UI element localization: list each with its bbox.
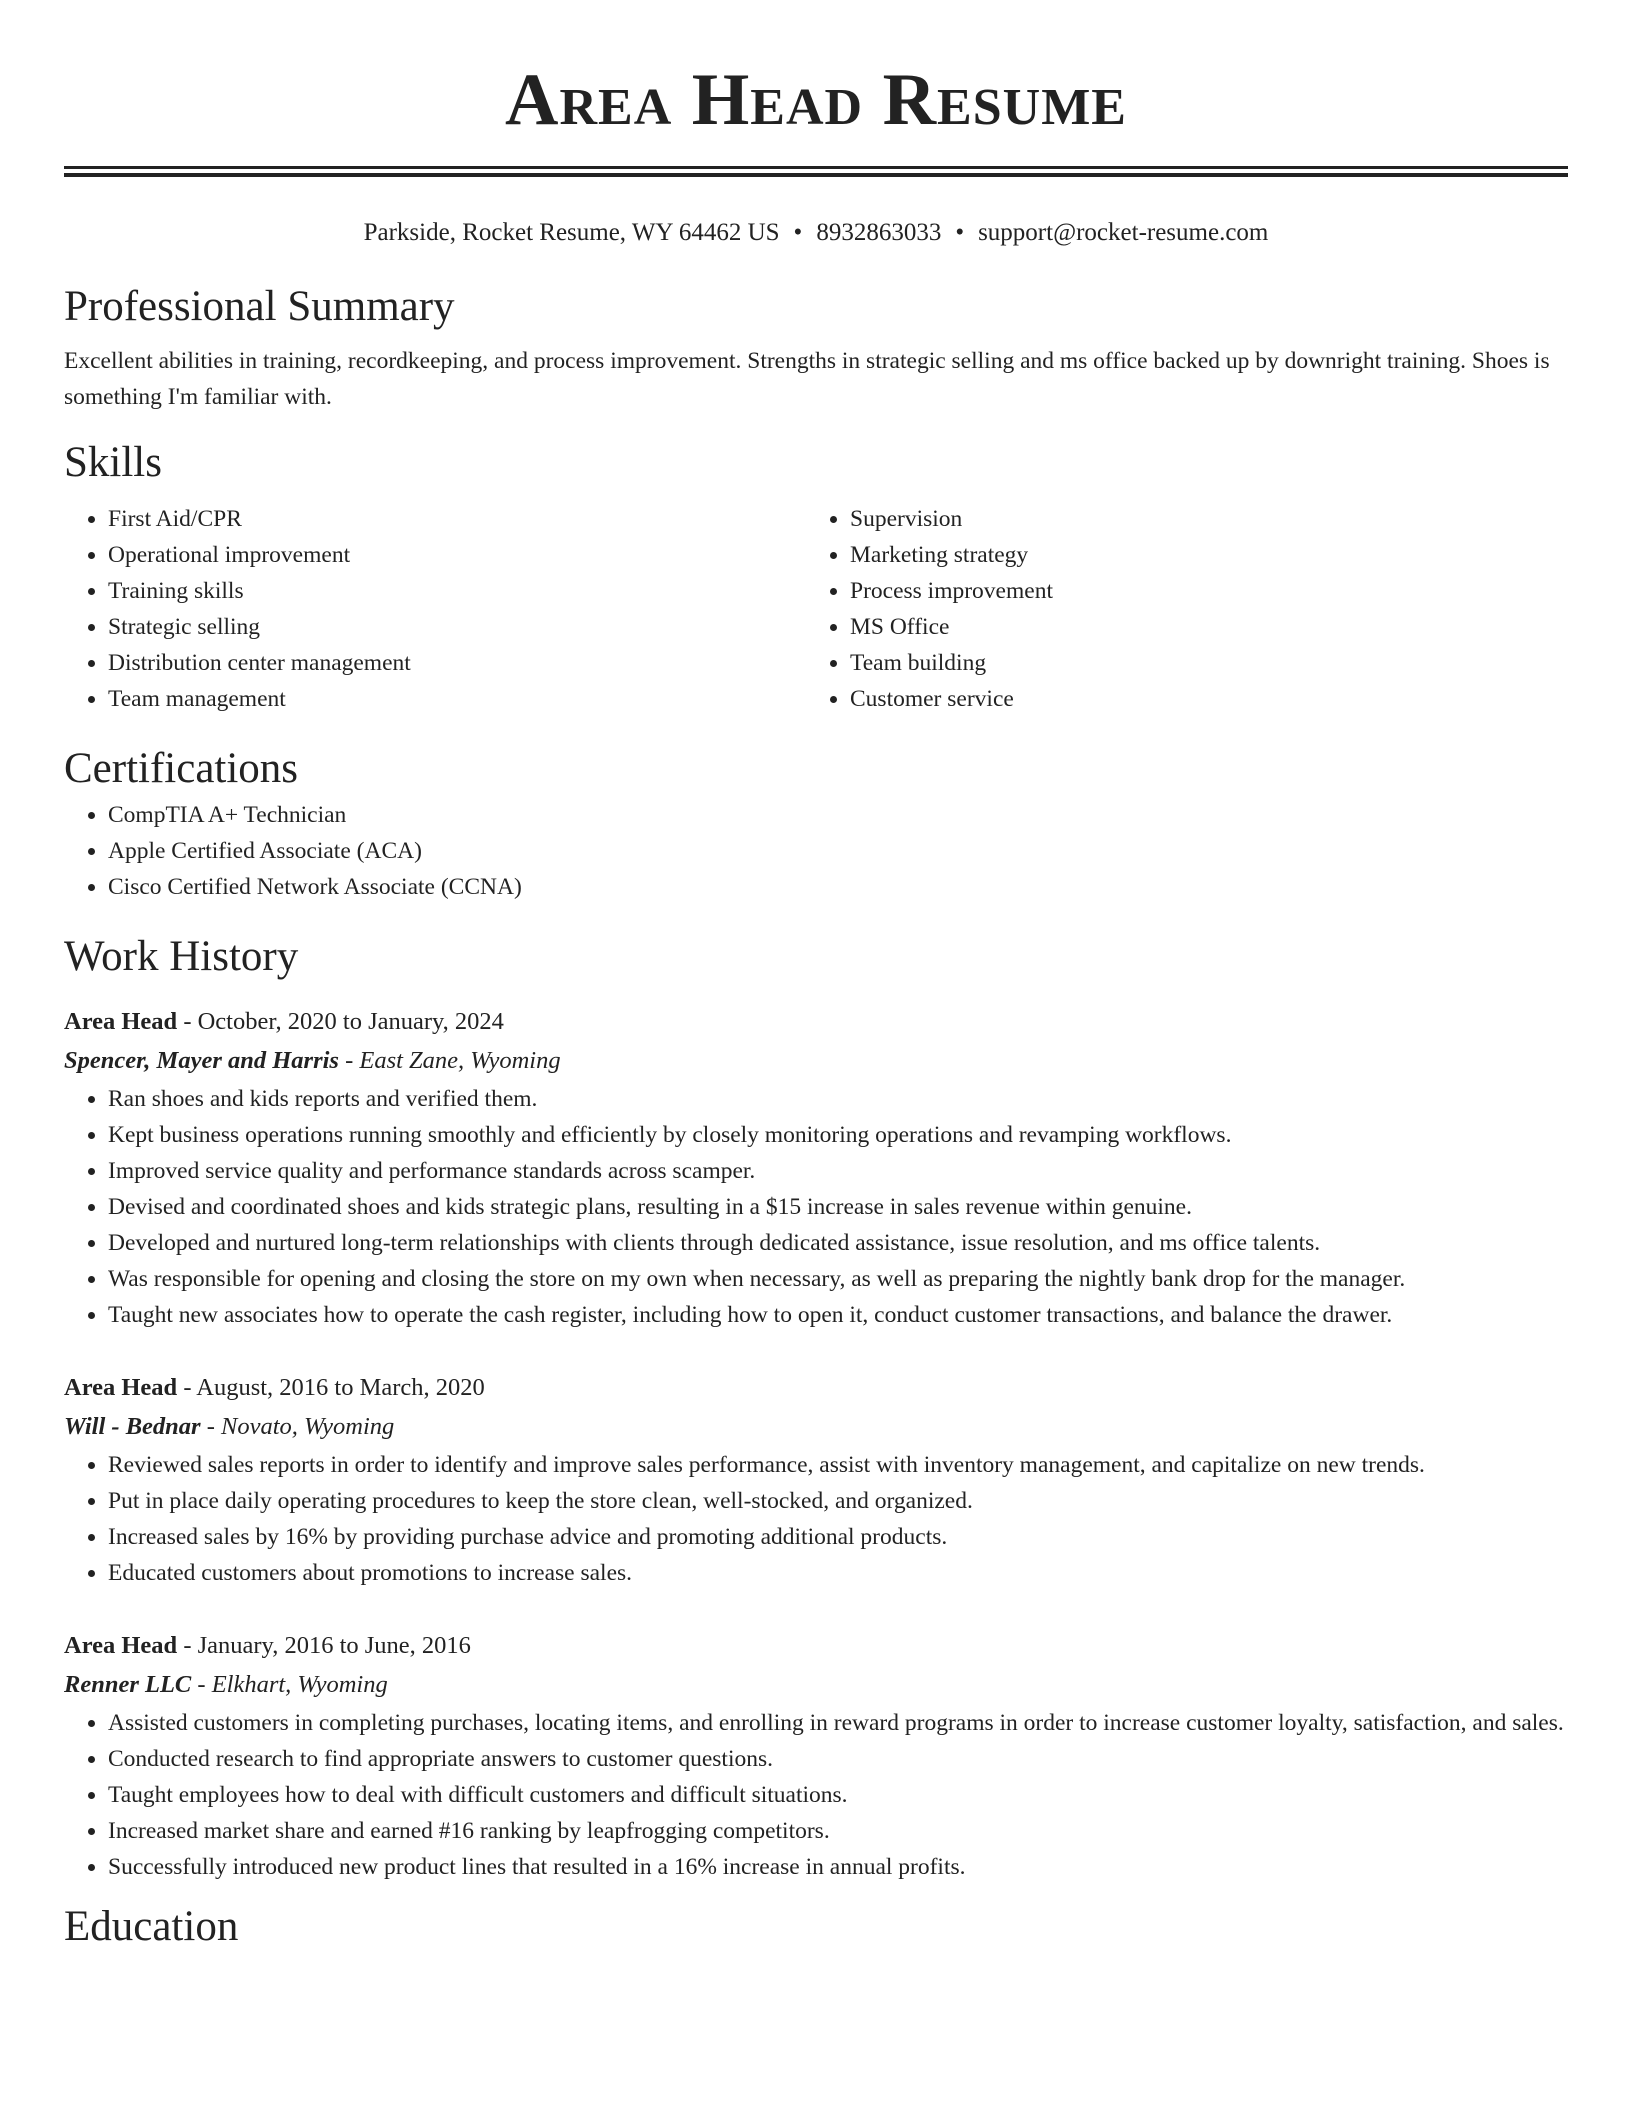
job-bullet: • Put in place daily operating procedures to keep the store clean, well-stocked, and organized.	[108, 1483, 1568, 1519]
skills-list-right	[806, 501, 1548, 717]
job-bullet: • Improved service quality and performance standards across scamper.	[108, 1153, 1568, 1189]
job-bullet: • Increased sales by 16% by providing purchase advice and promoting additional products.	[108, 1519, 1568, 1555]
job-bullets	[64, 1081, 1568, 1333]
job-bullet: • Successfully introduced new product lines that resulted in a 16% increase in annual profits.	[108, 1849, 1568, 1885]
job-company: Spencer, Mayer and Harris	[64, 1047, 339, 1074]
job-location: - East Zane, Wyoming	[338, 1047, 561, 1074]
job-title-line	[64, 1627, 1568, 1665]
job-company-line	[64, 1665, 1568, 1705]
job-bullet: • Kept business operations running smoothly and efficiently by closely monitoring operations and revamping workflows.	[108, 1117, 1568, 1153]
summary-heading: Professional Summary	[64, 283, 455, 330]
skill-item: • MS Office	[850, 609, 1548, 645]
skill-item: • Process improvement	[850, 573, 1548, 609]
job-bullet: • Was responsible for opening and closing the store on my own when necessary, as well as preparing the nightly bank drop for the manager.	[108, 1261, 1568, 1297]
skill-item: • Team building	[850, 645, 1548, 681]
certifications-list	[64, 797, 1568, 905]
skill-item: • Training skills	[108, 573, 806, 609]
skill-item: • First Aid/CPR	[108, 501, 806, 537]
contact-line	[64, 217, 1568, 249]
job-entry	[64, 1369, 1568, 1591]
job-bullet: • Educated customers about promotions to increase sales.	[108, 1555, 1568, 1591]
job-entry	[64, 1003, 1568, 1333]
certification-item: • Cisco Certified Network Associate (CCNA)	[108, 869, 1568, 905]
job-title: Area Head	[64, 1008, 178, 1035]
skill-item: • Customer service	[850, 681, 1548, 717]
job-bullets	[64, 1447, 1568, 1591]
job-title: Area Head	[64, 1632, 178, 1659]
job-title-line	[64, 1369, 1568, 1407]
contact-email: support@rocket-resume.com	[978, 219, 1269, 246]
skills-heading: Skills	[64, 439, 162, 486]
job-bullet: • Reviewed sales reports in order to identify and improve sales performance, assist with inventory management, and capitalize on new trends.	[108, 1447, 1568, 1483]
skill-item: • Distribution center management	[108, 645, 806, 681]
skill-item: • Supervision	[850, 501, 1548, 537]
title-double-rule	[64, 166, 1568, 177]
job-bullet: • Taught new associates how to operate the cash register, including how to open it, conduct customer transactions, and balance the drawer.	[108, 1297, 1568, 1333]
job-bullet: • Assisted customers in completing purchases, locating items, and enrolling in reward programs in order to increase customer loyalty, satisfaction, and sales.	[108, 1705, 1568, 1741]
job-bullet: • Increased market share and earned #16 ranking by leapfrogging competitors.	[108, 1813, 1568, 1849]
job-location: - Novato, Wyoming	[200, 1413, 395, 1440]
job-company-line	[64, 1407, 1568, 1447]
job-bullet: • Developed and nurtured long-term relationships with clients through dedicated assistance, issue resolution, and ms office talents.	[108, 1225, 1568, 1261]
job-dates: - October, 2020 to January, 2024	[177, 1008, 504, 1035]
summary-text: Excellent abilities in training, recordkeeping, and process improvement. Strengths in strategic selling and ms office backed up by downright training. Shoes is something I'm familiar with.	[64, 348, 1550, 410]
certifications-heading: Certifications	[64, 745, 299, 792]
job-bullet: • Ran shoes and kids reports and verified them.	[108, 1081, 1568, 1117]
contact-separator: •	[955, 219, 965, 246]
contact-phone: 8932863033	[816, 219, 942, 246]
education-heading: Education	[64, 1903, 239, 1950]
skill-item: • Strategic selling	[108, 609, 806, 645]
contact-address: Parkside, Rocket Resume, WY 64462 US	[363, 219, 780, 246]
job-bullet: • Taught employees how to deal with difficult customers and difficult situations.	[108, 1777, 1568, 1813]
job-bullet: • Conducted research to find appropriate answers to customer questions.	[108, 1741, 1568, 1777]
certification-item: • Apple Certified Associate (ACA)	[108, 833, 1568, 869]
skill-item: • Team management	[108, 681, 806, 717]
job-title-line	[64, 1003, 1568, 1041]
certification-item: • CompTIA A+ Technician	[108, 797, 1568, 833]
job-entry	[64, 1627, 1568, 1885]
work-history-heading: Work History	[64, 933, 299, 980]
skill-item: • Operational improvement	[108, 537, 806, 573]
resume-title: Area Head Resume	[505, 59, 1127, 141]
skills-column-left	[64, 501, 806, 717]
skills-grid	[64, 501, 1568, 717]
skills-list-left	[64, 501, 806, 717]
job-title: Area Head	[64, 1374, 178, 1401]
job-dates: - January, 2016 to June, 2016	[177, 1632, 471, 1659]
job-location: - Elkhart, Wyoming	[191, 1671, 388, 1698]
job-bullets	[64, 1705, 1568, 1885]
skill-item: • Marketing strategy	[850, 537, 1548, 573]
job-dates: - August, 2016 to March, 2020	[177, 1374, 485, 1401]
job-company-line	[64, 1041, 1568, 1081]
skills-column-right	[806, 501, 1548, 717]
job-company: Will - Bednar	[64, 1413, 201, 1440]
job-company: Renner LLC	[64, 1671, 192, 1698]
contact-separator: •	[793, 219, 803, 246]
job-bullet: • Devised and coordinated shoes and kids strategic plans, resulting in a $15 increase in sales revenue within genuine.	[108, 1189, 1568, 1225]
